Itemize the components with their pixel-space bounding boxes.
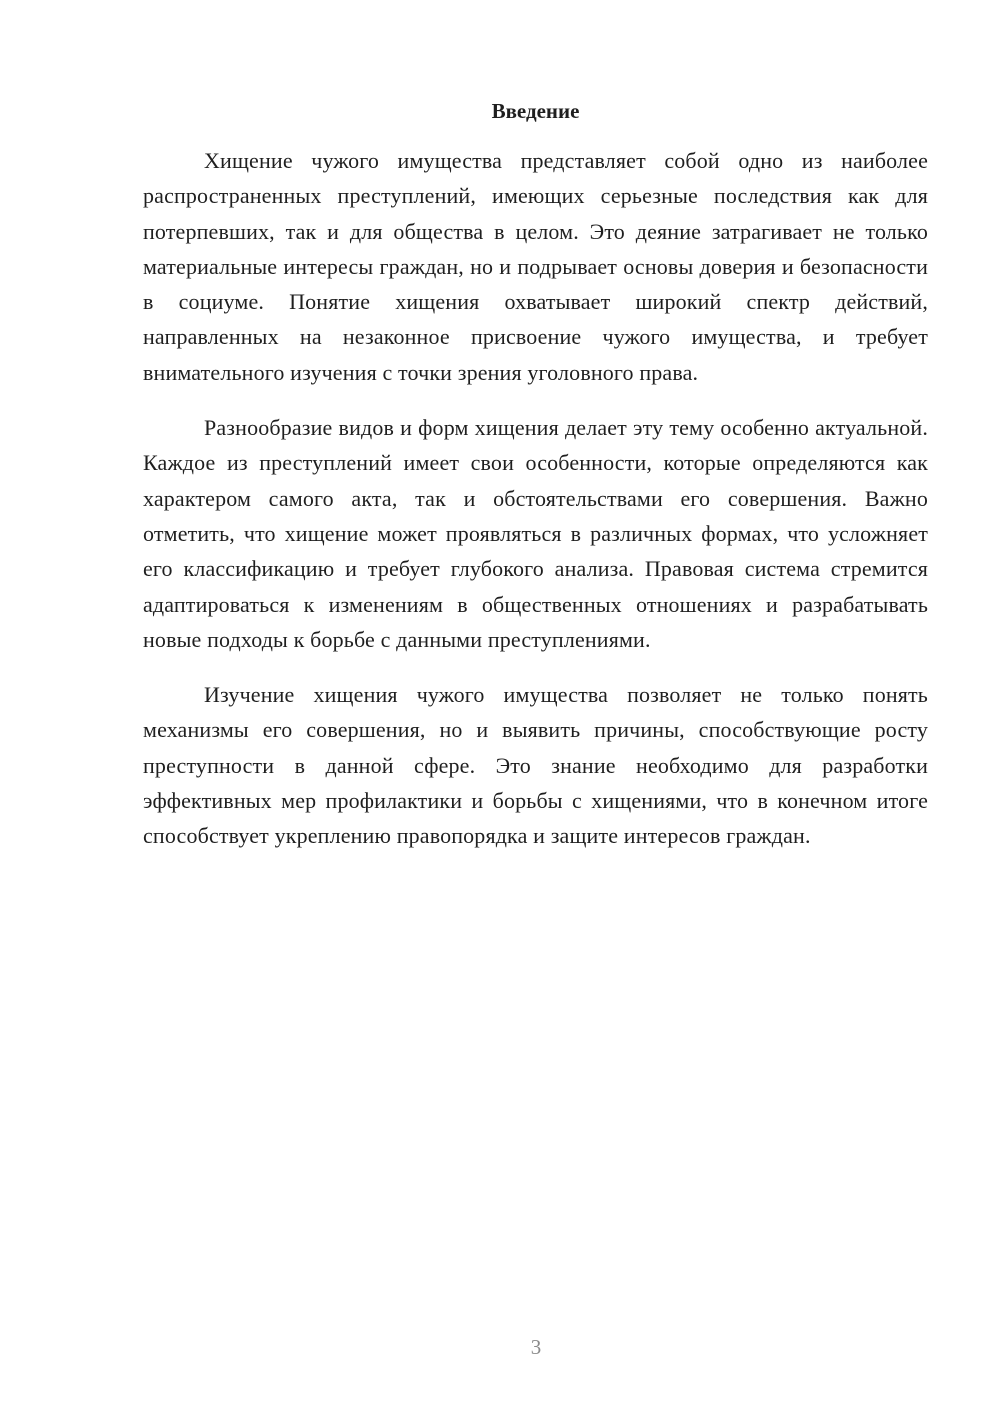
body-text — [143, 143, 928, 874]
paragraph-2: Разнообразие видов и форм хищения делает эту тему особенно актуальной. Каждое из преступлений имеет свои особенности, которые определяются как характером самого акта, так и обстоятельствами его совершения. Важно отметить, что хищение может проявляться в различных формах, что усложняет его классификацию и требует глубокого анализа. Правовая система стремится адаптироваться к изменениям в общественных отношениях и разрабатывать новые подходы к борьбе с данными преступлениями. — [143, 415, 928, 652]
paragraph-1: Хищение чужого имущества представляет собой одно из наиболее распространенных преступлений, имеющих серьезные последствия как для потерпевших, так и для общества в целом. Это деяние затрагивает не только материальные интересы граждан, но и подрывает основы доверия и безопасности в социуме. Понятие хищения охватывает широкий спектр действий, направленных на незаконное присвоение чужого имущества, и требует внимательного изучения с точки зрения уголовного права. — [143, 148, 928, 385]
section-heading: Введение — [491, 99, 580, 123]
page-number: 3 — [530, 1335, 542, 1359]
paragraph-3: Изучение хищения чужого имущества позволяет не только понять механизмы его совершения, но и выявить причины, способствующие росту преступности в данной сфере. Это знание необходимо для разработки эффективных мер профилактики и борьбы с хищениями, что в конечном итоге способствует укреплению правопорядка и защите интересов граждан. — [143, 682, 928, 849]
